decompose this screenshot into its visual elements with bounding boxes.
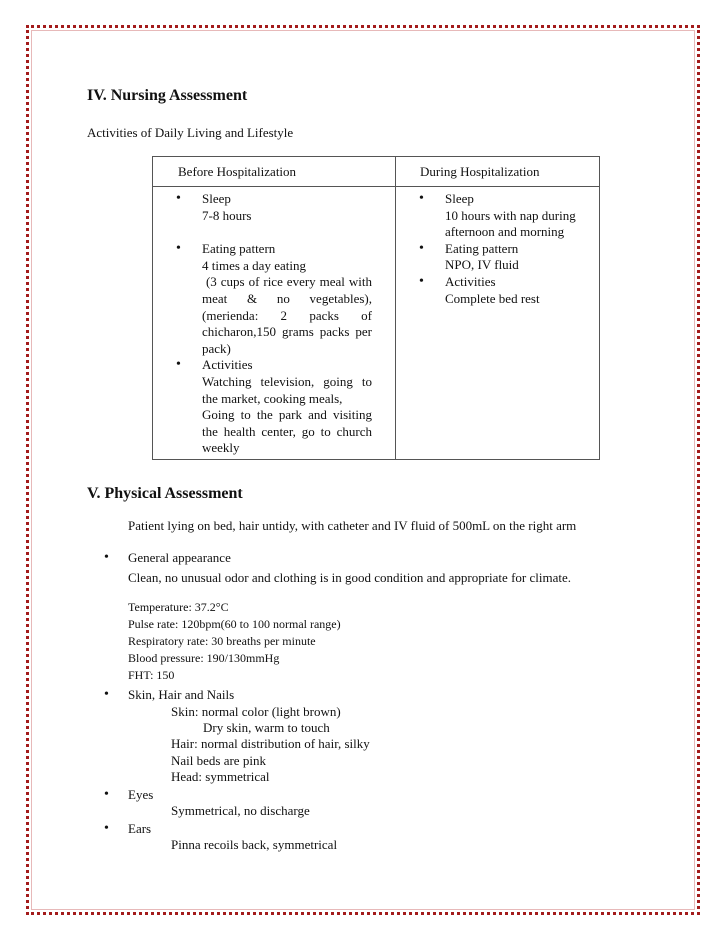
section-title-physical: V. Physical Assessment bbox=[87, 485, 243, 502]
head-text: Head: symmetrical bbox=[171, 769, 270, 784]
during-sleep-label: • Sleep bbox=[445, 191, 474, 206]
before-eating-detail: (3 cups of rice every meal with meat & no vegetables), (merienda: 2 packs of chicharon,150 grams packs per pack) bbox=[202, 274, 376, 356]
bullet-icon: • bbox=[104, 550, 109, 565]
general-appearance-label: General appearance bbox=[128, 550, 231, 565]
general-appearance-text: Clean, no unusual odor and clothing is in good condition and appropriate for climate. bbox=[128, 570, 571, 585]
adl-subtitle: Activities of Daily Living and Lifestyle bbox=[87, 125, 294, 140]
vital-fht: FHT: 150 bbox=[128, 668, 175, 682]
during-cell bbox=[396, 187, 600, 460]
during-activities-label: • Activities bbox=[445, 273, 496, 289]
during-eating-label: • Eating pattern bbox=[445, 240, 519, 256]
skin-color: Skin: normal color (light brown) bbox=[171, 704, 341, 719]
during-eating-value: NPO, IV fluid bbox=[445, 257, 519, 273]
before-cell bbox=[153, 187, 396, 460]
list-item bbox=[445, 274, 595, 307]
vital-temperature: Temperature: 37.2°C bbox=[128, 600, 229, 614]
ears-label: Ears bbox=[128, 821, 152, 836]
before-activities-label: • Activities bbox=[202, 357, 253, 373]
during-sleep-value: 10 hours with nap during afternoon and morning bbox=[445, 207, 576, 240]
vital-blood-pressure: Blood pressure: 190/130mmHg bbox=[128, 651, 280, 665]
eyes-text: Symmetrical, no discharge bbox=[171, 803, 310, 818]
before-eating-value: 4 times a day eating bbox=[202, 257, 306, 273]
list-item bbox=[202, 241, 391, 357]
skin-texture: Dry skin, warm to touch bbox=[203, 720, 330, 735]
before-activities-detail: Going to the park and visiting the health center, go to church weekly bbox=[202, 407, 372, 456]
skin-label: Skin, Hair and Nails bbox=[128, 687, 235, 702]
ears-text: Pinna recoils back, symmetrical bbox=[171, 837, 338, 852]
list-item bbox=[445, 241, 595, 274]
list-item bbox=[445, 191, 595, 241]
list-item bbox=[202, 357, 391, 457]
eyes-label: Eyes bbox=[128, 787, 154, 802]
before-sleep-label: • Sleep bbox=[202, 191, 231, 206]
before-eating-label: • Eating pattern bbox=[202, 241, 276, 257]
section-title-nursing: IV. Nursing Assessment bbox=[87, 87, 248, 104]
bullet-icon: • bbox=[104, 687, 109, 702]
bullet-icon: • bbox=[104, 821, 109, 836]
hair-text: Hair: normal distribution of hair, silky bbox=[171, 736, 370, 751]
during-activities-value: Complete bed rest bbox=[445, 290, 540, 306]
bullet-icon: • bbox=[104, 787, 109, 802]
before-activities-value: Watching television, going to the market, cooking meals, bbox=[202, 373, 372, 406]
nails-text: Nail beds are pink bbox=[171, 753, 266, 768]
header-before: Before Hospitalization bbox=[153, 157, 396, 187]
header-during: During Hospitalization bbox=[396, 157, 600, 187]
vital-respiratory: Respiratory rate: 30 breaths per minute bbox=[128, 634, 316, 648]
before-sleep-value: 7-8 hours bbox=[202, 207, 252, 223]
list-item bbox=[202, 191, 391, 224]
adl-table bbox=[152, 156, 600, 460]
vital-pulse: Pulse rate: 120bpm(60 to 100 normal range) bbox=[128, 617, 341, 631]
physical-intro: Patient lying on bed, hair untidy, with catheter and IV fluid of 500mL on the right arm bbox=[128, 518, 577, 533]
